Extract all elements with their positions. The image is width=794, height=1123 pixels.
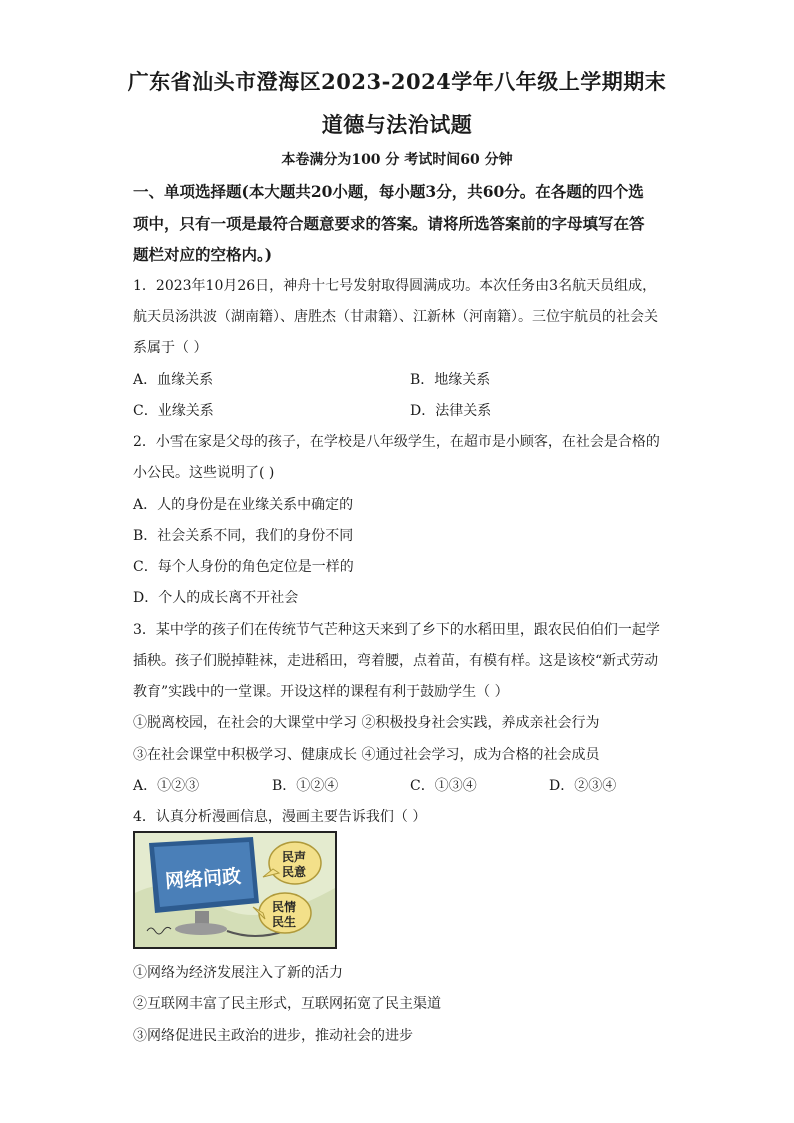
q3-stem-line3: 教育”实践中的一堂课。开设这样的课程有利于鼓励学生（ ） — [133, 684, 509, 700]
q1-stem-line1: 1．2023年10月26日，神舟十七号发射取得圆满成功。本次任务由3名航天员组成， — [133, 278, 657, 294]
bubble2-text-line1: 民情 — [272, 900, 297, 914]
q3-option-d: D．②③④ — [549, 778, 617, 794]
q1-option-a: A．血缘关系 — [133, 372, 214, 388]
q3-option-b: B．①②④ — [272, 778, 339, 794]
section-instructions-line1: 一、单项选择题(本大题共20小题，每小题3分，共60分。在各题的四个选 — [133, 182, 644, 201]
q4-comic-image — [133, 831, 337, 949]
bubble1-text-line1: 民声 — [282, 850, 307, 864]
exam-title-line1: 广东省汕头市澄海区2023-2024学年八年级上学期期末 — [127, 69, 667, 94]
q2-stem-line2: 小公民。这些说明了( ) — [133, 465, 275, 481]
q3-stem-line2: 插秧。孩子们脱掉鞋袜，走进稻田，弯着腰，点着苗，有模有样。这是该校“新式劳动 — [133, 653, 659, 669]
q3-option-a: A．①②③ — [133, 778, 200, 794]
q2-stem-line1: 2．小雪在家是父母的孩子，在学校是八年级学生，在超市是小顾客，在社会是合格的 — [133, 434, 660, 450]
section-instructions-line2: 项中，只有一项是最符合题意要求的答案。请将所选答案前的字母填写在答 — [133, 214, 645, 233]
q3-statements-line2: ③在社会课堂中积极学习、健康成长 ④通过社会学习，成为合格的社会成员 — [133, 747, 600, 763]
bubble1-text-line2: 民意 — [282, 865, 307, 879]
q3-statements-line1: ①脱离校园，在社会的大课堂中学习 ②积极投身社会实践，养成亲社会行为 — [133, 715, 600, 731]
q4-statement-2: ②互联网丰富了民主形式，互联网拓宽了民主渠道 — [133, 996, 441, 1012]
comic-screen-text: 网络问政 — [164, 865, 242, 893]
q1-stem-line2: 航天员汤洪波（湖南籍）、唐胜杰（甘肃籍）、江新林（河南籍）。三位宇航员的社会关 — [133, 309, 658, 325]
exam-title-line2: 道德与法治试题 — [321, 112, 473, 137]
q1-option-d: D．法律关系 — [410, 403, 492, 419]
q2-option-d: D．个人的成长离不开社会 — [133, 590, 299, 606]
comic-illustration — [135, 833, 335, 947]
q4-statement-1: ①网络为经济发展注入了新的活力 — [133, 965, 343, 981]
q1-stem-line3: 系属于（ ） — [133, 340, 208, 356]
q2-option-c: C．每个人身份的角色定位是一样的 — [133, 559, 354, 575]
q2-option-b: B．社会关系不同，我们的身份不同 — [133, 528, 354, 544]
q4-stem-line1: 4．认真分析漫画信息，漫画主要告诉我们（ ） — [133, 809, 427, 825]
q2-option-a: A．人的身份是在业缘关系中确定的 — [133, 497, 354, 513]
exam-subtitle: 本卷满分为100 分 考试时间60 分钟 — [281, 152, 513, 168]
q3-option-c: C．①③④ — [410, 778, 477, 794]
section-instructions-line3: 题栏对应的空格内。) — [133, 245, 273, 264]
bubble2-text-line2: 民生 — [272, 915, 297, 929]
q4-statement-3: ③网络促进民主政治的进步，推动社会的进步 — [133, 1028, 413, 1044]
q1-option-b: B．地缘关系 — [410, 372, 491, 388]
q1-option-c: C．业缘关系 — [133, 403, 214, 419]
q3-stem-line1: 3．某中学的孩子们在传统节气芒种这天来到了乡下的水稻田里，跟农民伯伯们一起学 — [133, 622, 660, 638]
